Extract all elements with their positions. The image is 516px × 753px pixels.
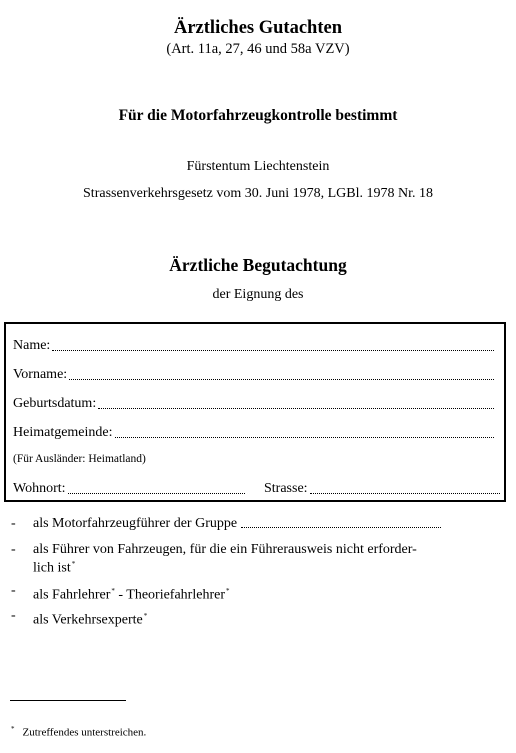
heimatgemeinde-field[interactable]: [13, 425, 494, 441]
list-dash: -: [11, 542, 16, 557]
option-label-cont: lich ist: [33, 560, 71, 576]
strasse-label: Strasse:: [264, 481, 308, 496]
wohnort-field[interactable]: [13, 481, 245, 497]
option-verkehrsexperte[interactable]: [11, 609, 147, 628]
option-fahrlehrer[interactable]: [11, 584, 229, 603]
option-fuehrer-ohne-ausweis-cont: [11, 557, 75, 576]
geburtsdatum-fill-line[interactable]: [98, 406, 494, 409]
strasse-fill-line[interactable]: [310, 491, 500, 494]
vorname-fill-line[interactable]: [69, 377, 494, 380]
gruppe-fill-line[interactable]: [241, 525, 441, 528]
heimatgemeinde-fill-line[interactable]: [115, 435, 494, 438]
option-label-verkehrsexperte: als Verkehrsexperte: [33, 612, 143, 628]
auslaender-note: (Für Ausländer: Heimatland): [13, 453, 146, 465]
strasse-field[interactable]: [264, 481, 500, 497]
name-fill-line[interactable]: [52, 348, 494, 351]
geburtsdatum-field[interactable]: [13, 396, 494, 412]
option-label: als Führer von Fahrzeugen, für die ein Führerausweis nicht erforder-: [33, 542, 417, 557]
wohnort-fill-line[interactable]: [68, 491, 245, 494]
footnote-star: *: [11, 725, 15, 733]
footnote-marker: *: [111, 587, 115, 595]
document-title: Ärztliches Gutachten: [173, 18, 342, 38]
footnote-divider: [10, 700, 126, 701]
name-field[interactable]: [13, 338, 494, 354]
footnote-text: Zutreffendes unterstreichen.: [22, 726, 147, 739]
list-dash: -: [11, 583, 16, 598]
vorname-field[interactable]: [13, 367, 494, 383]
footnote-marker: *: [71, 560, 76, 568]
law-reference: Strassenverkehrsgesetz vom 30. Juni 1978, LGBl. 1978 Nr. 18: [83, 186, 433, 201]
section-subtitle: der Eignung des: [212, 287, 304, 302]
option-fuehrer-ohne-ausweis[interactable]: [11, 543, 417, 557]
list-dash: -: [11, 516, 16, 531]
footnote-marker: *: [143, 612, 148, 620]
personal-data-box: [4, 322, 506, 502]
footnote: [11, 725, 146, 739]
list-dash: -: [11, 608, 16, 623]
option-label-fahrlehrer: als Fahrlehrer: [33, 587, 111, 603]
option-motorfahrzeugfuehrer[interactable]: [11, 517, 441, 531]
option-label: als Motorfahrzeugführer der Gruppe: [33, 516, 238, 531]
legal-reference: (Art. 11a, 27, 46 und 58a VZV): [166, 41, 350, 57]
name-label: Name:: [13, 338, 51, 353]
vorname-label: Vorname:: [13, 367, 68, 382]
wohnort-label: Wohnort:: [13, 481, 66, 496]
geburtsdatum-label: Geburtsdatum:: [13, 396, 97, 411]
country-line: Fürstentum Liechtenstein: [186, 159, 330, 174]
footnote-marker: *: [225, 587, 230, 595]
heimatgemeinde-label: Heimatgemeinde:: [13, 425, 113, 440]
section-title: Ärztliche Begutachtung: [169, 255, 347, 275]
purpose-heading: Für die Motorfahrzeugkontrolle bestimmt: [118, 107, 398, 124]
option-label-theoriefahrlehrer: - Theoriefahrlehrer: [114, 587, 225, 603]
